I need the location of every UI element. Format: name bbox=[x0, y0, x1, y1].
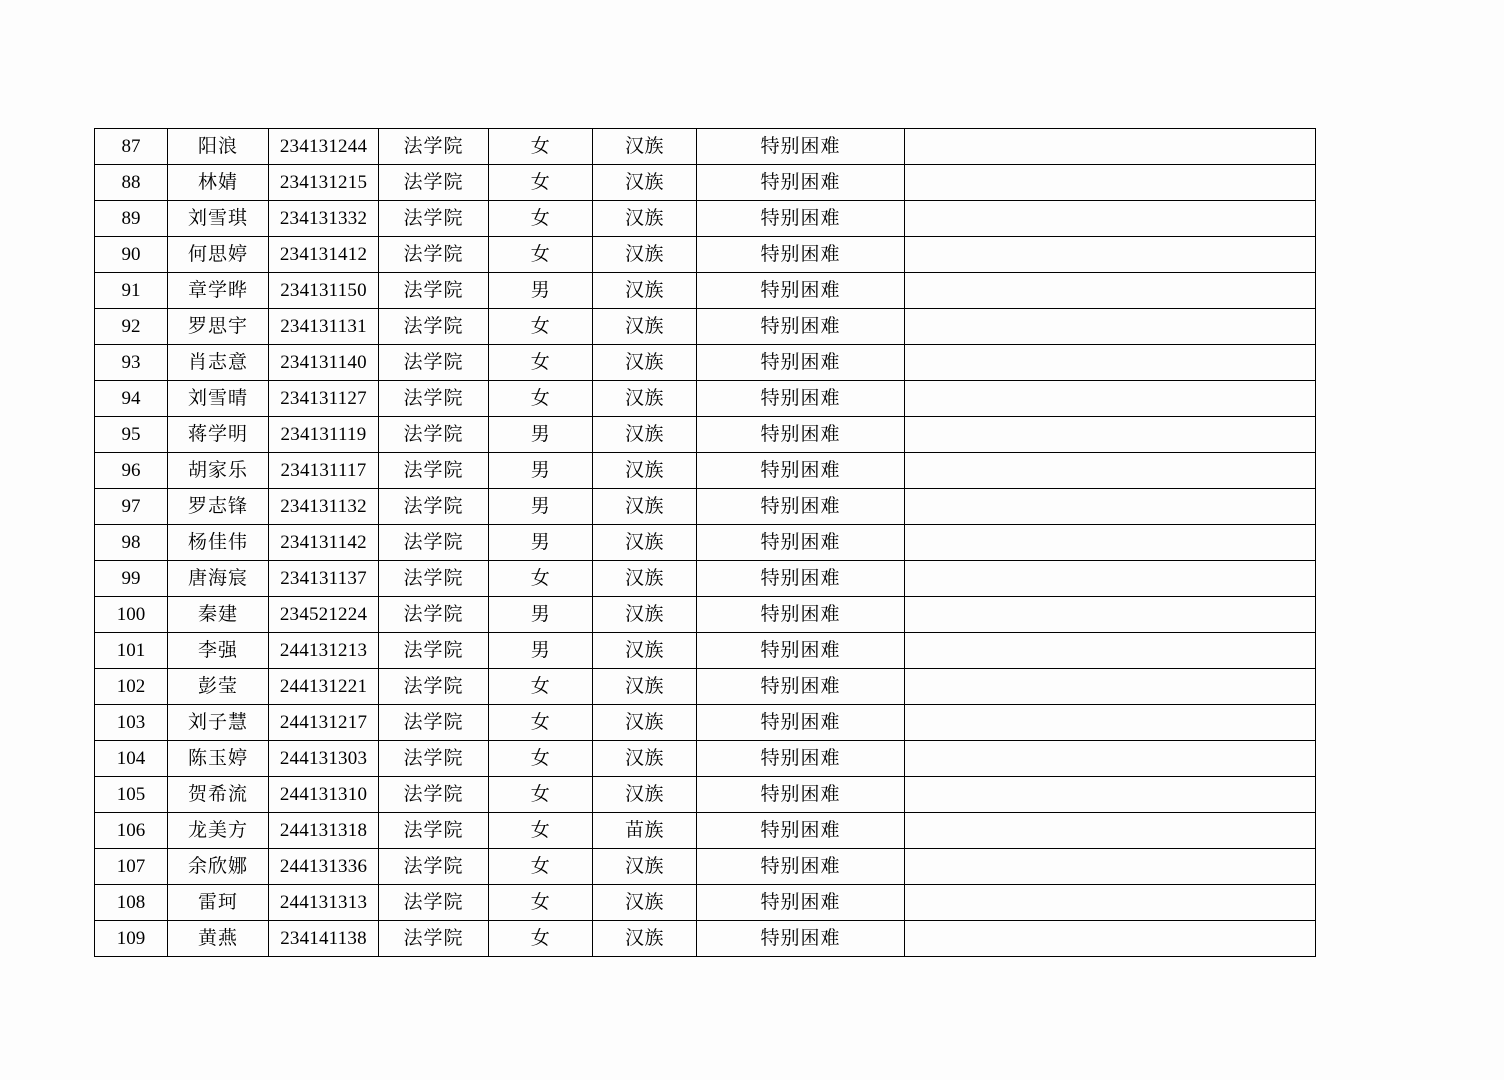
row-index: 103 bbox=[95, 705, 168, 741]
row-index: 100 bbox=[95, 597, 168, 633]
row-student-id: 244131213 bbox=[269, 633, 379, 669]
row-difficulty-level: 特别困难 bbox=[697, 885, 905, 921]
row-college: 法学院 bbox=[379, 561, 489, 597]
row-ethnicity: 汉族 bbox=[593, 597, 697, 633]
row-student-id: 244131336 bbox=[269, 849, 379, 885]
row-gender: 女 bbox=[489, 561, 593, 597]
row-index: 98 bbox=[95, 525, 168, 561]
row-college: 法学院 bbox=[379, 777, 489, 813]
row-gender: 女 bbox=[489, 345, 593, 381]
row-college: 法学院 bbox=[379, 129, 489, 165]
row-name: 刘雪晴 bbox=[168, 381, 269, 417]
row-name: 龙美方 bbox=[168, 813, 269, 849]
row-index: 99 bbox=[95, 561, 168, 597]
row-student-id: 234131332 bbox=[269, 201, 379, 237]
table-row bbox=[95, 165, 1316, 201]
row-student-id: 244131310 bbox=[269, 777, 379, 813]
row-student-id: 234521224 bbox=[269, 597, 379, 633]
row-ethnicity: 汉族 bbox=[593, 165, 697, 201]
row-college: 法学院 bbox=[379, 705, 489, 741]
row-note bbox=[905, 345, 1316, 381]
table-row bbox=[95, 633, 1316, 669]
row-index: 92 bbox=[95, 309, 168, 345]
row-index: 90 bbox=[95, 237, 168, 273]
table-row bbox=[95, 741, 1316, 777]
row-college: 法学院 bbox=[379, 921, 489, 957]
row-ethnicity: 汉族 bbox=[593, 237, 697, 273]
row-student-id: 234131117 bbox=[269, 453, 379, 489]
row-note bbox=[905, 273, 1316, 309]
row-gender: 女 bbox=[489, 741, 593, 777]
row-name: 贺希流 bbox=[168, 777, 269, 813]
row-name: 唐海宸 bbox=[168, 561, 269, 597]
row-difficulty-level: 特别困难 bbox=[697, 201, 905, 237]
row-student-id: 234131215 bbox=[269, 165, 379, 201]
row-index: 95 bbox=[95, 417, 168, 453]
row-note bbox=[905, 813, 1316, 849]
row-student-id: 234131119 bbox=[269, 417, 379, 453]
row-gender: 女 bbox=[489, 309, 593, 345]
row-note bbox=[905, 453, 1316, 489]
row-difficulty-level: 特别困难 bbox=[697, 777, 905, 813]
row-name: 罗思宇 bbox=[168, 309, 269, 345]
table-row bbox=[95, 489, 1316, 525]
table-row bbox=[95, 417, 1316, 453]
row-gender: 女 bbox=[489, 885, 593, 921]
row-ethnicity: 汉族 bbox=[593, 345, 697, 381]
row-difficulty-level: 特别困难 bbox=[697, 237, 905, 273]
row-index: 106 bbox=[95, 813, 168, 849]
table-row bbox=[95, 453, 1316, 489]
row-note bbox=[905, 669, 1316, 705]
row-name: 刘子慧 bbox=[168, 705, 269, 741]
table-row bbox=[95, 597, 1316, 633]
row-difficulty-level: 特别困难 bbox=[697, 381, 905, 417]
row-index: 87 bbox=[95, 129, 168, 165]
table-row bbox=[95, 561, 1316, 597]
row-gender: 女 bbox=[489, 201, 593, 237]
row-ethnicity: 汉族 bbox=[593, 921, 697, 957]
row-note bbox=[905, 849, 1316, 885]
row-difficulty-level: 特别困难 bbox=[697, 705, 905, 741]
row-student-id: 234131137 bbox=[269, 561, 379, 597]
row-difficulty-level: 特别困难 bbox=[697, 669, 905, 705]
row-college: 法学院 bbox=[379, 597, 489, 633]
row-gender: 男 bbox=[489, 597, 593, 633]
row-ethnicity: 汉族 bbox=[593, 489, 697, 525]
row-college: 法学院 bbox=[379, 165, 489, 201]
row-note bbox=[905, 129, 1316, 165]
row-college: 法学院 bbox=[379, 669, 489, 705]
row-student-id: 244131318 bbox=[269, 813, 379, 849]
row-gender: 男 bbox=[489, 525, 593, 561]
row-ethnicity: 汉族 bbox=[593, 201, 697, 237]
row-index: 105 bbox=[95, 777, 168, 813]
row-gender: 女 bbox=[489, 777, 593, 813]
row-index: 102 bbox=[95, 669, 168, 705]
table-row bbox=[95, 777, 1316, 813]
row-note bbox=[905, 201, 1316, 237]
row-note bbox=[905, 417, 1316, 453]
row-name: 雷珂 bbox=[168, 885, 269, 921]
row-gender: 女 bbox=[489, 921, 593, 957]
row-college: 法学院 bbox=[379, 345, 489, 381]
row-college: 法学院 bbox=[379, 525, 489, 561]
row-index: 108 bbox=[95, 885, 168, 921]
table-row bbox=[95, 849, 1316, 885]
row-ethnicity: 汉族 bbox=[593, 417, 697, 453]
table-row bbox=[95, 345, 1316, 381]
row-student-id: 244131217 bbox=[269, 705, 379, 741]
row-index: 88 bbox=[95, 165, 168, 201]
row-index: 109 bbox=[95, 921, 168, 957]
row-difficulty-level: 特别困难 bbox=[697, 417, 905, 453]
row-ethnicity: 汉族 bbox=[593, 129, 697, 165]
row-ethnicity: 汉族 bbox=[593, 669, 697, 705]
row-student-id: 234131150 bbox=[269, 273, 379, 309]
table-row bbox=[95, 273, 1316, 309]
row-name: 林婧 bbox=[168, 165, 269, 201]
row-name: 刘雪琪 bbox=[168, 201, 269, 237]
row-college: 法学院 bbox=[379, 849, 489, 885]
row-difficulty-level: 特别困难 bbox=[697, 813, 905, 849]
row-college: 法学院 bbox=[379, 237, 489, 273]
row-name: 肖志意 bbox=[168, 345, 269, 381]
roster-table-container bbox=[94, 128, 1315, 957]
row-index: 93 bbox=[95, 345, 168, 381]
row-student-id: 244131313 bbox=[269, 885, 379, 921]
row-ethnicity: 汉族 bbox=[593, 705, 697, 741]
row-index: 94 bbox=[95, 381, 168, 417]
row-name: 李强 bbox=[168, 633, 269, 669]
table-row bbox=[95, 309, 1316, 345]
row-name: 杨佳伟 bbox=[168, 525, 269, 561]
row-difficulty-level: 特别困难 bbox=[697, 309, 905, 345]
row-gender: 女 bbox=[489, 849, 593, 885]
row-difficulty-level: 特别困难 bbox=[697, 597, 905, 633]
row-difficulty-level: 特别困难 bbox=[697, 453, 905, 489]
row-note bbox=[905, 525, 1316, 561]
row-ethnicity: 汉族 bbox=[593, 273, 697, 309]
row-student-id: 234131142 bbox=[269, 525, 379, 561]
row-gender: 男 bbox=[489, 489, 593, 525]
row-gender: 男 bbox=[489, 273, 593, 309]
row-gender: 女 bbox=[489, 165, 593, 201]
row-student-id: 234131131 bbox=[269, 309, 379, 345]
row-college: 法学院 bbox=[379, 453, 489, 489]
table-row bbox=[95, 381, 1316, 417]
row-ethnicity: 苗族 bbox=[593, 813, 697, 849]
row-note bbox=[905, 381, 1316, 417]
row-note bbox=[905, 489, 1316, 525]
row-difficulty-level: 特别困难 bbox=[697, 129, 905, 165]
row-gender: 女 bbox=[489, 813, 593, 849]
row-ethnicity: 汉族 bbox=[593, 381, 697, 417]
row-difficulty-level: 特别困难 bbox=[697, 345, 905, 381]
row-gender: 女 bbox=[489, 705, 593, 741]
table-row bbox=[95, 921, 1316, 957]
row-student-id: 244131221 bbox=[269, 669, 379, 705]
row-note bbox=[905, 165, 1316, 201]
row-ethnicity: 汉族 bbox=[593, 849, 697, 885]
row-note bbox=[905, 597, 1316, 633]
table-row bbox=[95, 201, 1316, 237]
row-difficulty-level: 特别困难 bbox=[697, 741, 905, 777]
row-college: 法学院 bbox=[379, 489, 489, 525]
row-student-id: 234141138 bbox=[269, 921, 379, 957]
row-gender: 女 bbox=[489, 381, 593, 417]
row-college: 法学院 bbox=[379, 381, 489, 417]
row-name: 蒋学明 bbox=[168, 417, 269, 453]
row-difficulty-level: 特别困难 bbox=[697, 633, 905, 669]
row-index: 101 bbox=[95, 633, 168, 669]
row-student-id: 234131412 bbox=[269, 237, 379, 273]
row-college: 法学院 bbox=[379, 741, 489, 777]
row-note bbox=[905, 309, 1316, 345]
row-difficulty-level: 特别困难 bbox=[697, 525, 905, 561]
row-index: 104 bbox=[95, 741, 168, 777]
row-note bbox=[905, 561, 1316, 597]
row-note bbox=[905, 777, 1316, 813]
row-name: 秦建 bbox=[168, 597, 269, 633]
table-row bbox=[95, 129, 1316, 165]
row-college: 法学院 bbox=[379, 273, 489, 309]
row-college: 法学院 bbox=[379, 813, 489, 849]
row-ethnicity: 汉族 bbox=[593, 309, 697, 345]
row-ethnicity: 汉族 bbox=[593, 525, 697, 561]
row-index: 89 bbox=[95, 201, 168, 237]
row-name: 何思婷 bbox=[168, 237, 269, 273]
row-student-id: 234131132 bbox=[269, 489, 379, 525]
row-name: 陈玉婷 bbox=[168, 741, 269, 777]
row-ethnicity: 汉族 bbox=[593, 453, 697, 489]
row-index: 91 bbox=[95, 273, 168, 309]
row-student-id: 244131303 bbox=[269, 741, 379, 777]
roster-table bbox=[94, 128, 1316, 957]
table-row bbox=[95, 705, 1316, 741]
row-gender: 男 bbox=[489, 633, 593, 669]
table-row bbox=[95, 885, 1316, 921]
row-gender: 男 bbox=[489, 453, 593, 489]
row-college: 法学院 bbox=[379, 417, 489, 453]
row-name: 阳浪 bbox=[168, 129, 269, 165]
row-note bbox=[905, 633, 1316, 669]
row-difficulty-level: 特别困难 bbox=[697, 849, 905, 885]
row-difficulty-level: 特别困难 bbox=[697, 273, 905, 309]
row-gender: 男 bbox=[489, 417, 593, 453]
row-difficulty-level: 特别困难 bbox=[697, 489, 905, 525]
row-ethnicity: 汉族 bbox=[593, 741, 697, 777]
row-note bbox=[905, 921, 1316, 957]
row-student-id: 234131127 bbox=[269, 381, 379, 417]
row-college: 法学院 bbox=[379, 885, 489, 921]
table-row bbox=[95, 669, 1316, 705]
row-gender: 女 bbox=[489, 669, 593, 705]
row-name: 黄燕 bbox=[168, 921, 269, 957]
row-gender: 女 bbox=[489, 237, 593, 273]
row-note bbox=[905, 237, 1316, 273]
row-college: 法学院 bbox=[379, 201, 489, 237]
row-note bbox=[905, 705, 1316, 741]
table-row bbox=[95, 237, 1316, 273]
row-name: 胡家乐 bbox=[168, 453, 269, 489]
row-difficulty-level: 特别困难 bbox=[697, 561, 905, 597]
row-name: 罗志锋 bbox=[168, 489, 269, 525]
table-row bbox=[95, 525, 1316, 561]
roster-table-body bbox=[95, 129, 1316, 957]
row-name: 章学晔 bbox=[168, 273, 269, 309]
row-note bbox=[905, 741, 1316, 777]
row-index: 97 bbox=[95, 489, 168, 525]
row-ethnicity: 汉族 bbox=[593, 885, 697, 921]
row-name: 彭莹 bbox=[168, 669, 269, 705]
row-difficulty-level: 特别困难 bbox=[697, 165, 905, 201]
row-note bbox=[905, 885, 1316, 921]
row-name: 余欣娜 bbox=[168, 849, 269, 885]
row-student-id: 234131140 bbox=[269, 345, 379, 381]
row-college: 法学院 bbox=[379, 309, 489, 345]
row-ethnicity: 汉族 bbox=[593, 633, 697, 669]
row-ethnicity: 汉族 bbox=[593, 777, 697, 813]
row-difficulty-level: 特别困难 bbox=[697, 921, 905, 957]
row-index: 96 bbox=[95, 453, 168, 489]
row-gender: 女 bbox=[489, 129, 593, 165]
row-ethnicity: 汉族 bbox=[593, 561, 697, 597]
row-index: 107 bbox=[95, 849, 168, 885]
row-student-id: 234131244 bbox=[269, 129, 379, 165]
row-college: 法学院 bbox=[379, 633, 489, 669]
table-row bbox=[95, 813, 1316, 849]
